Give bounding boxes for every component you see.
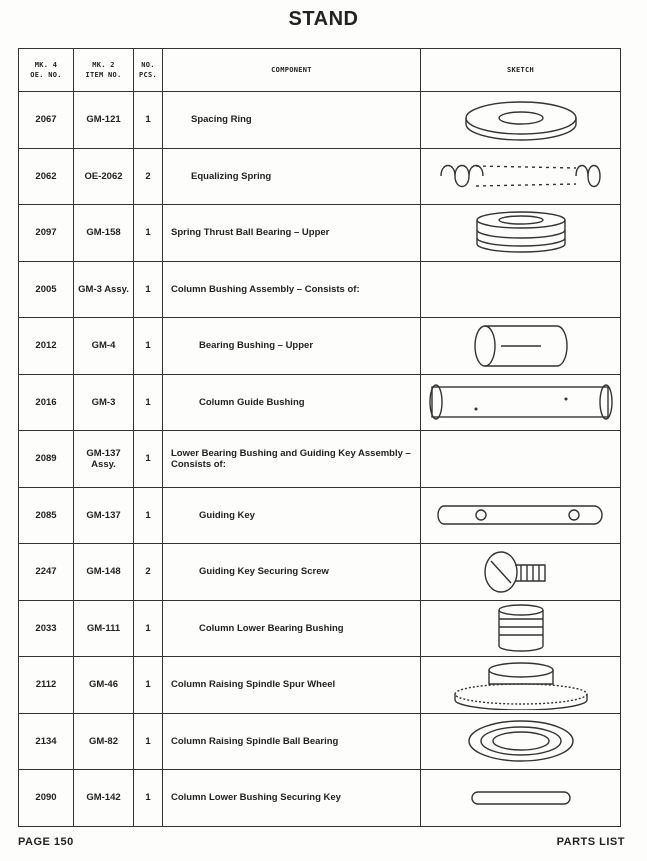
component-name: Column Lower Bushing Securing Key xyxy=(163,770,421,827)
footer-section: PARTS LIST xyxy=(556,836,625,848)
oe-number: 2033 xyxy=(19,600,74,657)
table-row xyxy=(19,770,621,827)
piece-count: 1 xyxy=(134,713,163,770)
piece-count: 1 xyxy=(134,600,163,657)
component-name: Guiding Key Securing Screw xyxy=(163,544,421,601)
threaded-bushing-icon xyxy=(421,603,620,653)
component-name: Spacing Ring xyxy=(163,92,421,149)
sketch-cell xyxy=(421,544,621,601)
table-row xyxy=(19,374,621,431)
item-number: GM-148 xyxy=(74,544,134,601)
piece-count: 1 xyxy=(134,92,163,149)
sketch-cell xyxy=(421,92,621,149)
oe-number: 2134 xyxy=(19,713,74,770)
piece-count: 1 xyxy=(134,205,163,262)
item-number: GM-111 xyxy=(74,600,134,657)
item-number: GM-82 xyxy=(74,713,134,770)
sketch-cell xyxy=(421,431,621,488)
component-name: Spring Thrust Ball Bearing – Upper xyxy=(163,205,421,262)
item-number: GM-3 xyxy=(74,374,134,431)
oe-number: 2090 xyxy=(19,770,74,827)
piece-count: 2 xyxy=(134,544,163,601)
item-number: GM-142 xyxy=(74,770,134,827)
component-name: Column Raising Spindle Spur Wheel xyxy=(163,657,421,714)
item-number: GM-3 Assy. xyxy=(74,261,134,318)
page-number: PAGE 150 xyxy=(18,836,74,848)
oe-number: 2097 xyxy=(19,205,74,262)
piece-count: 1 xyxy=(134,431,163,488)
header-mk2: MK. 2 ITEM NO. xyxy=(74,49,134,92)
item-number: GM-137 xyxy=(74,487,134,544)
item-number: GM-121 xyxy=(74,92,134,149)
flat-key-icon xyxy=(421,786,620,810)
component-name: Column Lower Bearing Bushing xyxy=(163,600,421,657)
oe-number: 2016 xyxy=(19,374,74,431)
table-row xyxy=(19,600,621,657)
header-mk4: MK. 4 OE. NO. xyxy=(19,49,74,92)
table-row xyxy=(19,148,621,205)
piece-count: 2 xyxy=(134,148,163,205)
oe-number: 2005 xyxy=(19,261,74,318)
ball-bearing-icon xyxy=(421,716,620,766)
piece-count: 1 xyxy=(134,487,163,544)
table-row xyxy=(19,657,621,714)
sketch-cell xyxy=(421,600,621,657)
header-pcs: NO. PCS. xyxy=(134,49,163,92)
oe-number: 2247 xyxy=(19,544,74,601)
table-row xyxy=(19,487,621,544)
header-sketch: SKETCH xyxy=(421,49,621,92)
sketch-cell xyxy=(421,374,621,431)
tube-icon xyxy=(421,379,620,425)
table-row xyxy=(19,713,621,770)
component-name: Lower Bearing Bushing and Guiding Key Assembly – Consists of: xyxy=(163,431,421,488)
bushing-icon xyxy=(421,323,620,369)
piece-count: 1 xyxy=(134,261,163,318)
piece-count: 1 xyxy=(134,657,163,714)
item-number: GM-158 xyxy=(74,205,134,262)
oe-number: 2062 xyxy=(19,148,74,205)
piece-count: 1 xyxy=(134,374,163,431)
table-row xyxy=(19,431,621,488)
component-name: Column Guide Bushing xyxy=(163,374,421,431)
page-title: STAND xyxy=(288,8,359,30)
sketch-cell xyxy=(421,318,621,375)
ring-icon xyxy=(421,98,620,142)
oe-number: 2012 xyxy=(19,318,74,375)
table-row xyxy=(19,261,621,318)
sketch-cell xyxy=(421,770,621,827)
oe-number: 2067 xyxy=(19,92,74,149)
sketch-cell xyxy=(421,487,621,544)
component-name: Column Raising Spindle Ball Bearing xyxy=(163,713,421,770)
oe-number: 2112 xyxy=(19,657,74,714)
gear-icon xyxy=(421,660,620,710)
oe-number: 2085 xyxy=(19,487,74,544)
item-number: GM-46 xyxy=(74,657,134,714)
sketch-cell xyxy=(421,657,621,714)
item-number: GM-137 Assy. xyxy=(74,431,134,488)
oe-number: 2089 xyxy=(19,431,74,488)
sketch-cell xyxy=(421,713,621,770)
item-number: OE-2062 xyxy=(74,148,134,205)
component-name: Column Bushing Assembly – Consists of: xyxy=(163,261,421,318)
table-row xyxy=(19,318,621,375)
key-icon xyxy=(421,498,620,532)
sketch-cell xyxy=(421,205,621,262)
screw-icon xyxy=(421,547,620,597)
table-header xyxy=(19,49,621,92)
table-row xyxy=(19,92,621,149)
piece-count: 1 xyxy=(134,770,163,827)
component-name: Guiding Key xyxy=(163,487,421,544)
table-row xyxy=(19,544,621,601)
sketch-cell xyxy=(421,148,621,205)
item-number: GM-4 xyxy=(74,318,134,375)
sketch-cell xyxy=(421,261,621,318)
header-component: COMPONENT xyxy=(163,49,421,92)
component-name: Equalizing Spring xyxy=(163,148,421,205)
component-name: Bearing Bushing – Upper xyxy=(163,318,421,375)
thrust-bearing-icon xyxy=(421,210,620,256)
table-row xyxy=(19,205,621,262)
spring-icon xyxy=(421,154,620,198)
parts-table xyxy=(18,48,621,827)
piece-count: 1 xyxy=(134,318,163,375)
